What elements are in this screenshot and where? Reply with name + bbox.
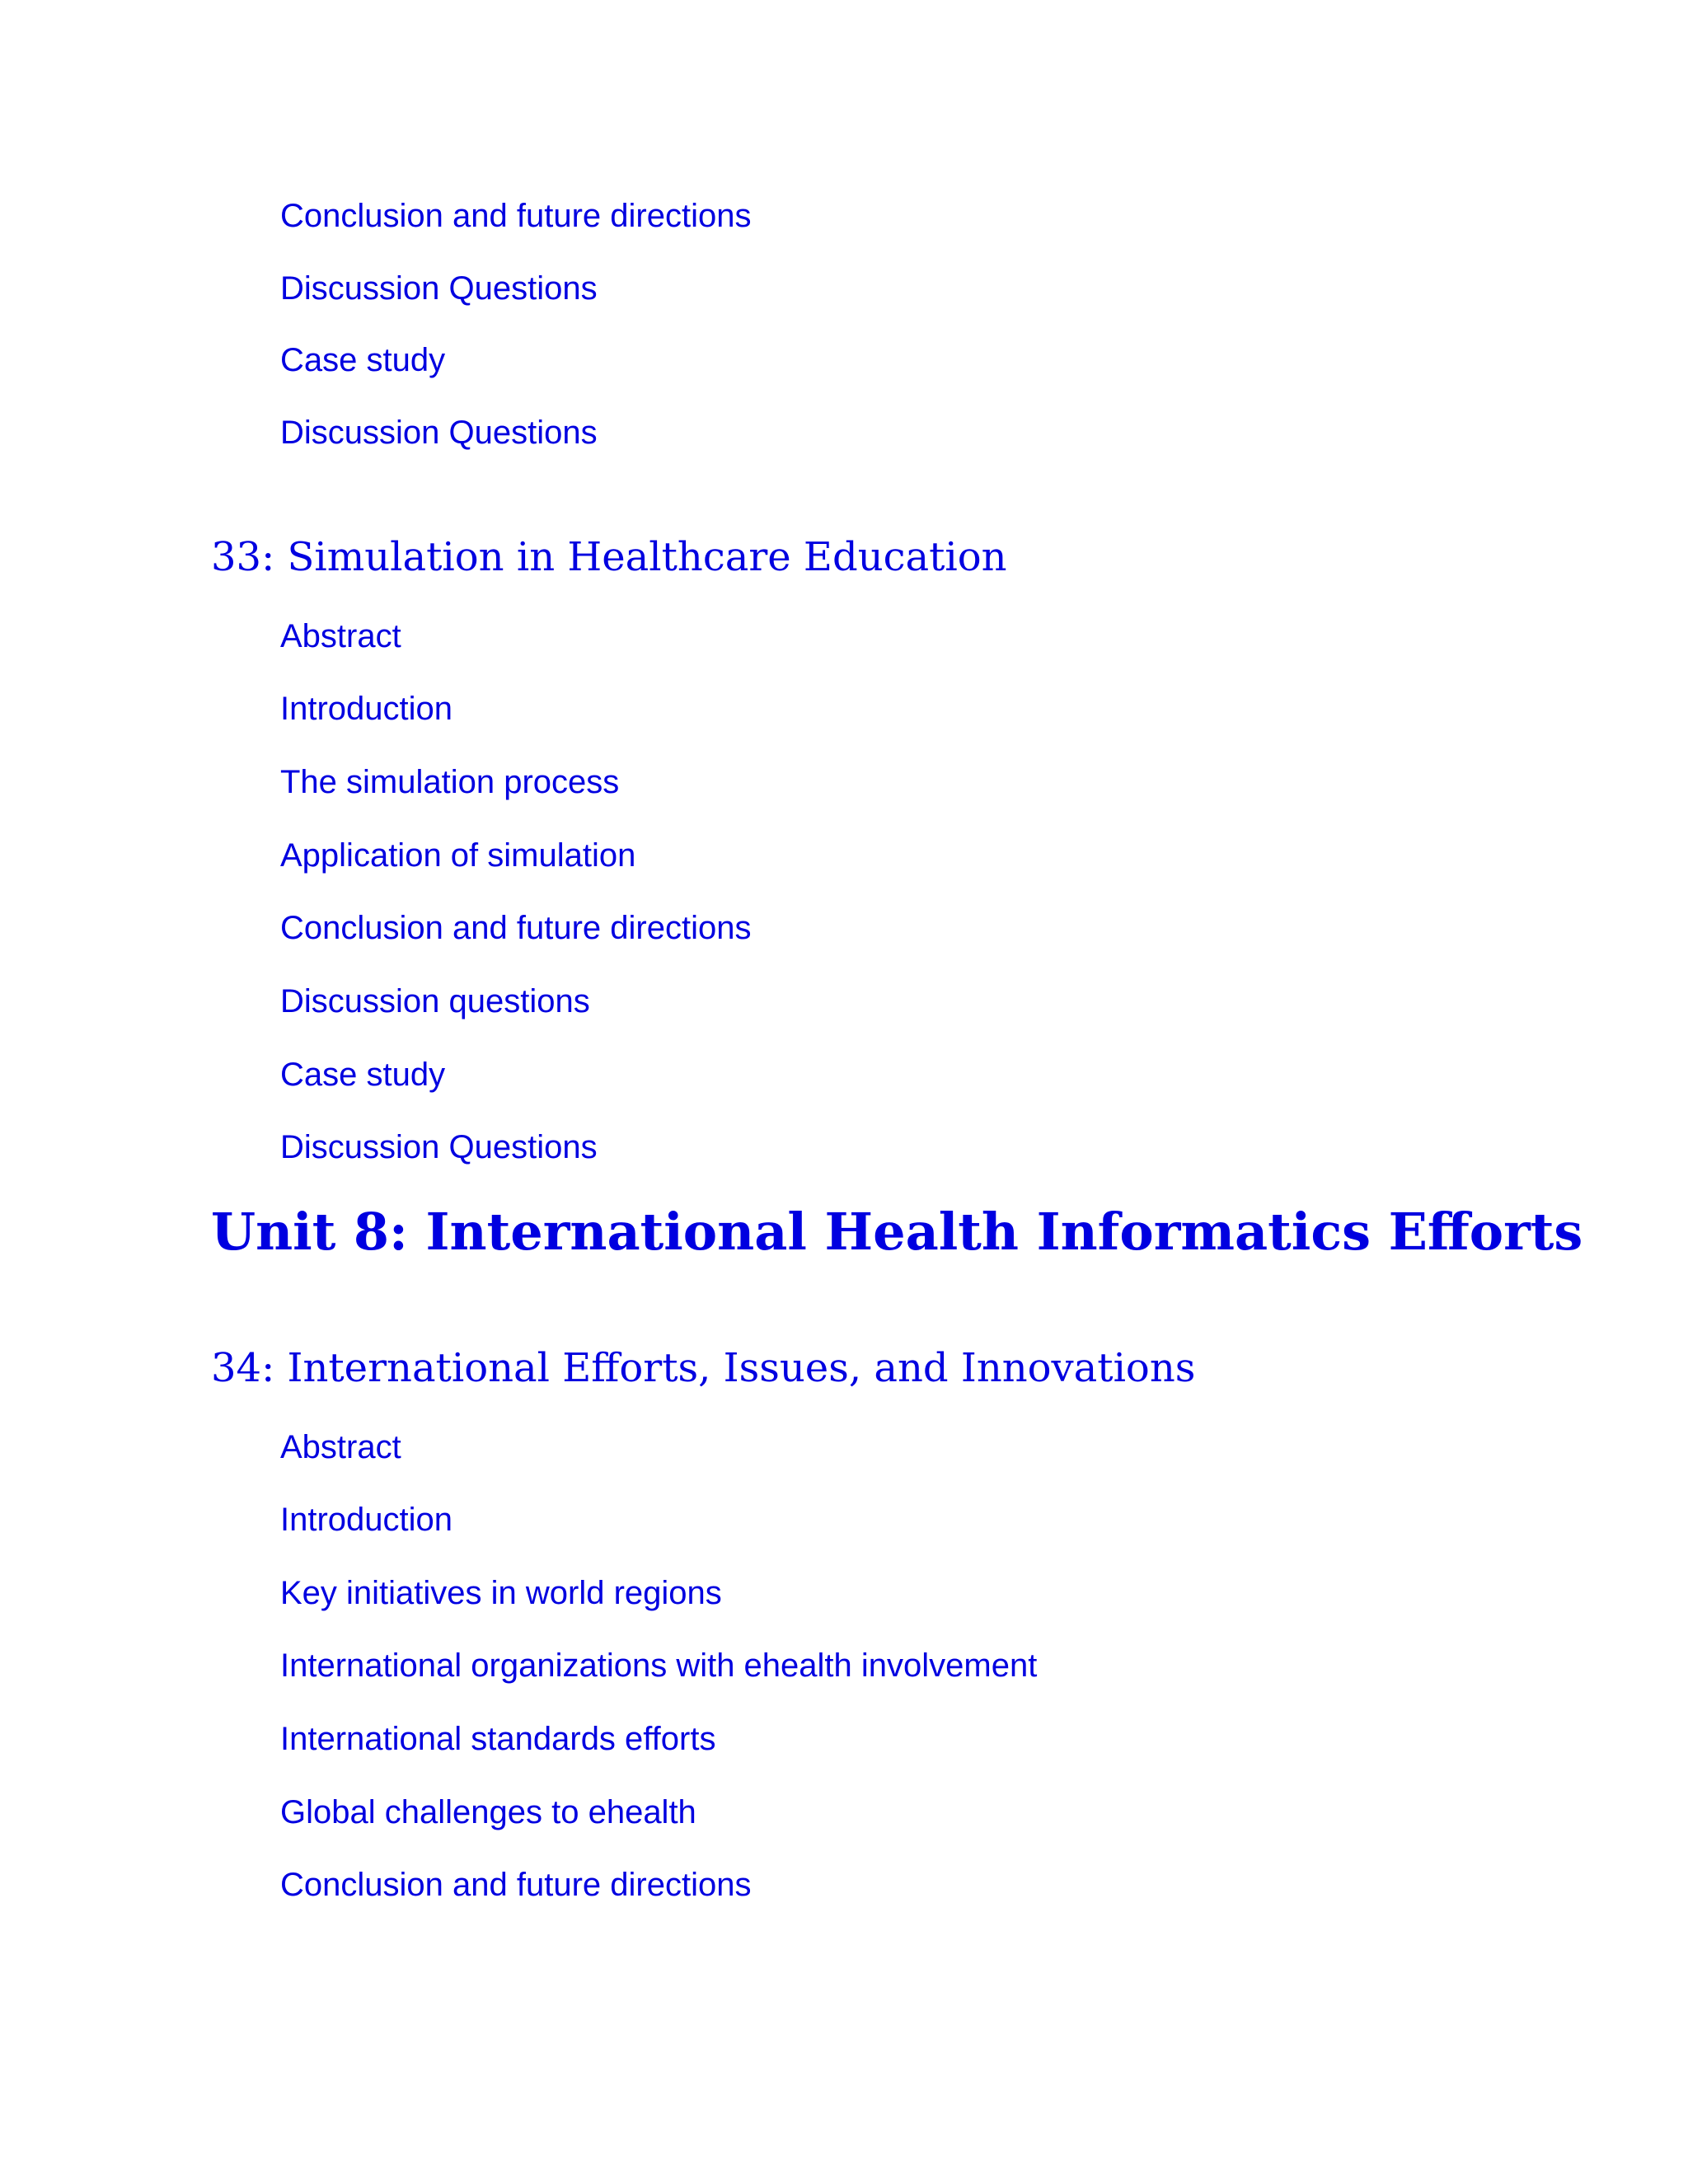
toc-link-discussion-questions[interactable]: Discussion questions bbox=[280, 983, 590, 1019]
toc-link-conclusion-future-directions[interactable]: Conclusion and future directions bbox=[280, 910, 752, 946]
toc-link-international-organizations[interactable]: International organizations with ehealth involvement bbox=[280, 1647, 1038, 1684]
toc-link-key-initiatives[interactable]: Key initiatives in world regions bbox=[280, 1575, 722, 1611]
toc-link-introduction[interactable]: Introduction bbox=[280, 1502, 453, 1538]
chapter-title-34[interactable]: 34: International Efforts, Issues, and Innovations bbox=[211, 1345, 1196, 1391]
toc-link-international-standards[interactable]: International standards efforts bbox=[280, 1721, 716, 1757]
toc-link-discussion-questions[interactable]: Discussion Questions bbox=[280, 415, 598, 451]
toc-link-introduction[interactable]: Introduction bbox=[280, 691, 453, 727]
toc-link-case-study[interactable]: Case study bbox=[280, 1057, 446, 1093]
toc-link-global-challenges[interactable]: Global challenges to ehealth bbox=[280, 1794, 696, 1830]
toc-link-application-of-simulation[interactable]: Application of simulation bbox=[280, 837, 636, 874]
toc-link-abstract[interactable]: Abstract bbox=[280, 618, 401, 654]
toc-link-abstract[interactable]: Abstract bbox=[280, 1429, 401, 1465]
toc-link-case-study[interactable]: Case study bbox=[280, 342, 446, 378]
toc-link-discussion-questions[interactable]: Discussion Questions bbox=[280, 270, 598, 307]
toc-link-discussion-questions[interactable]: Discussion Questions bbox=[280, 1129, 598, 1165]
chapter-title-33[interactable]: 33: Simulation in Healthcare Education bbox=[211, 534, 1007, 580]
toc-link-conclusion-future-directions[interactable]: Conclusion and future directions bbox=[280, 198, 752, 234]
toc-link-conclusion-future-directions[interactable]: Conclusion and future directions bbox=[280, 1867, 752, 1903]
unit-title-8[interactable]: Unit 8: International Health Informatics Efforts bbox=[211, 1202, 1583, 1262]
toc-link-simulation-process[interactable]: The simulation process bbox=[280, 764, 620, 800]
